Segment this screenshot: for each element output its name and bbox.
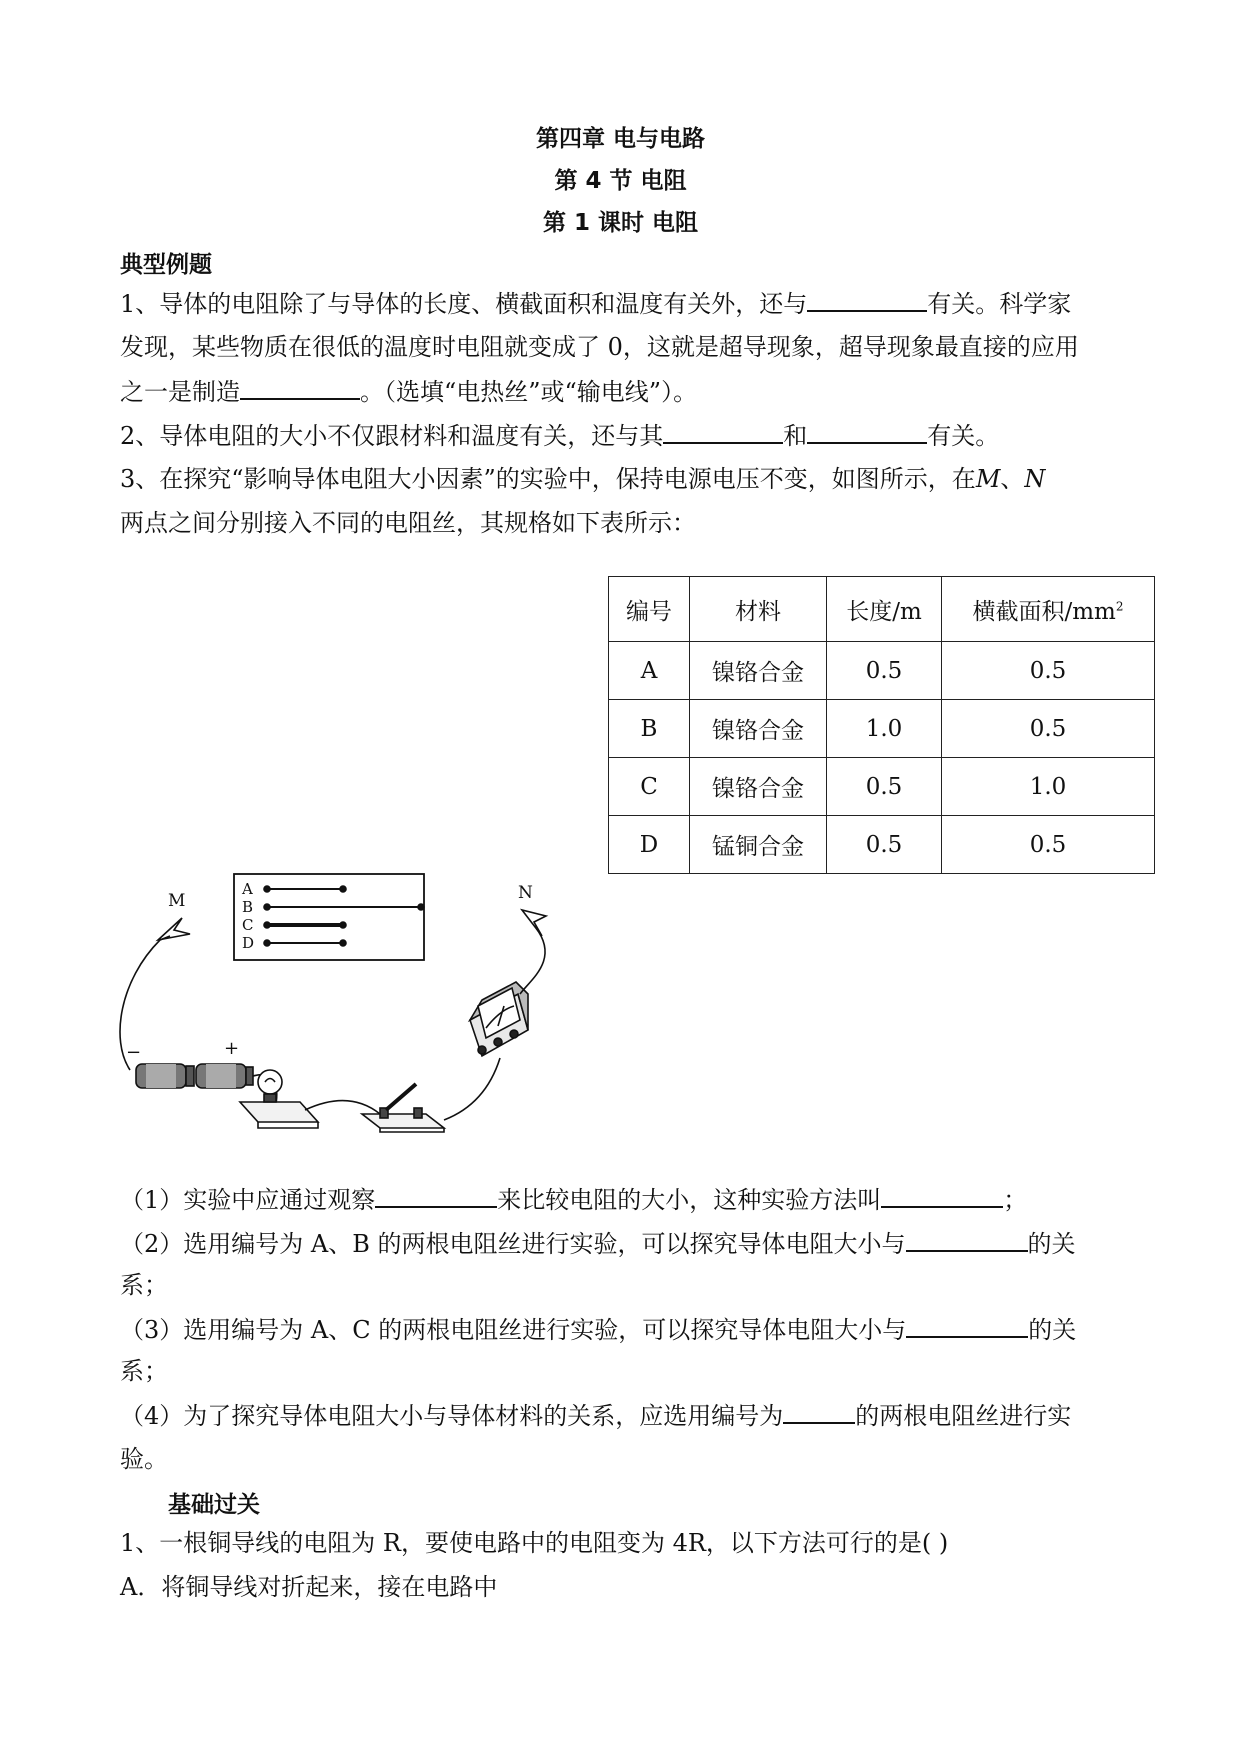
chapter-title: 第四章 电与电路 bbox=[535, 126, 705, 152]
table-row bbox=[609, 642, 1155, 700]
table-header-row bbox=[609, 577, 1155, 642]
clip-n-label: N bbox=[518, 883, 533, 903]
basics-q1-option-a: A．将铜导线对折起来，接在电路中 bbox=[120, 1573, 498, 1601]
wire-label: A bbox=[242, 880, 253, 898]
q2-text: 2、导体电阻的大小不仅跟材料和温度有关，还与其 bbox=[120, 422, 664, 450]
sub3-line1 bbox=[120, 1312, 1076, 1347]
table-row bbox=[609, 700, 1155, 758]
q1-text: 之一是制造 bbox=[120, 378, 240, 406]
sub3-text: 的关 bbox=[1028, 1316, 1077, 1344]
cell-area: 0.5 bbox=[942, 700, 1155, 758]
q2-blank-2[interactable] bbox=[807, 418, 927, 444]
sub1-line bbox=[120, 1182, 1027, 1217]
header-length: 长度/m bbox=[827, 577, 942, 642]
sub4-line2: 验。 bbox=[120, 1445, 168, 1473]
examples-heading: 典型例题 bbox=[120, 252, 212, 278]
q2-line bbox=[120, 418, 999, 453]
table-row bbox=[609, 816, 1155, 874]
sub2-text: 的关 bbox=[1027, 1230, 1076, 1258]
header-area bbox=[942, 577, 1155, 642]
resistor-spec-table bbox=[608, 576, 1155, 874]
sub2-text: （2）选用编号为 A、B 的两根电阻丝进行实验，可以探究导体电阻大小与 bbox=[120, 1230, 906, 1258]
resistor-board bbox=[234, 874, 424, 960]
cell-area: 0.5 bbox=[942, 816, 1155, 874]
basics-q1: 1、一根铜导线的电阻为 R，要使电路中的电阻变为 4R，以下方法可行的是( ) bbox=[120, 1529, 949, 1557]
cell-material: 镍铬合金 bbox=[690, 758, 827, 816]
battery-plus-label: + bbox=[224, 1038, 240, 1059]
q3-text: 、 bbox=[1000, 465, 1025, 493]
q1-line3 bbox=[120, 374, 697, 409]
sub1-blank-1[interactable] bbox=[375, 1182, 497, 1208]
sub1-text: 来比较电阻的大小，这种实验方法叫 bbox=[497, 1186, 882, 1214]
cell-id: B bbox=[609, 700, 690, 758]
sub2-line2: 系； bbox=[120, 1271, 168, 1299]
sub1-blank-2[interactable] bbox=[881, 1182, 1003, 1208]
q2-text: 和 bbox=[783, 422, 808, 450]
alligator-clip-n-icon bbox=[522, 910, 546, 936]
cell-length: 0.5 bbox=[827, 642, 942, 700]
sub4-text: （4）为了探究导体电阻大小与导体材料的关系，应选用编号为 bbox=[120, 1402, 784, 1430]
cell-area: 1.0 bbox=[942, 758, 1155, 816]
sub4-text: 的两根电阻丝进行实 bbox=[855, 1402, 1072, 1430]
basics-heading: 基础过关 bbox=[168, 1492, 260, 1518]
point-m-label: M bbox=[975, 465, 1001, 493]
q1-text: 有关。科学家 bbox=[927, 290, 1072, 318]
sub3-text: （3）选用编号为 A、C 的两根电阻丝进行实验，可以探究导体电阻大小与 bbox=[120, 1316, 907, 1344]
alligator-clip-m-icon bbox=[158, 918, 190, 940]
knife-switch-icon bbox=[362, 1084, 444, 1132]
point-n-label: N bbox=[1024, 465, 1046, 493]
q3-line1 bbox=[120, 462, 1045, 496]
header-material: 材料 bbox=[690, 577, 827, 642]
battery-icon bbox=[126, 1038, 253, 1088]
sub2-blank[interactable] bbox=[906, 1226, 1028, 1252]
cell-length: 1.0 bbox=[827, 700, 942, 758]
header-area-sup: 2 bbox=[1115, 598, 1124, 613]
sub2-line1 bbox=[120, 1226, 1076, 1261]
cell-id: A bbox=[609, 642, 690, 700]
wire-switch-meter bbox=[444, 1058, 500, 1120]
cell-length: 0.5 bbox=[827, 758, 942, 816]
q1-line2: 发现，某些物质在很低的温度时电阻就变成了 0，这就是超导现象，超导现象最直接的应用 bbox=[120, 333, 1079, 361]
q3-line2: 两点之间分别接入不同的电阻丝，其规格如下表所示： bbox=[120, 509, 696, 537]
q1-text: 。（选填“电热丝”或“输电线”）。 bbox=[360, 378, 698, 406]
cell-material: 镍铬合金 bbox=[690, 700, 827, 758]
header-area-text: 横截面积/mm bbox=[972, 598, 1116, 625]
ammeter-icon bbox=[470, 982, 528, 1056]
cell-length: 0.5 bbox=[827, 816, 942, 874]
q1-blank-2[interactable] bbox=[240, 374, 360, 400]
battery-minus-label: − bbox=[126, 1042, 142, 1063]
q2-text: 有关。 bbox=[927, 422, 1000, 450]
sub3-line2: 系； bbox=[120, 1357, 168, 1385]
cell-material: 镍铬合金 bbox=[690, 642, 827, 700]
q1-blank-1[interactable] bbox=[807, 286, 927, 312]
wire-bulb-switch bbox=[305, 1101, 380, 1114]
lesson-title: 第 1 课时 电阻 bbox=[542, 210, 699, 236]
cell-area: 0.5 bbox=[942, 642, 1155, 700]
wire-n bbox=[520, 928, 545, 994]
wire-label: B bbox=[242, 898, 254, 916]
q3-text: 3、在探究“影响导体电阻大小因素”的实验中，保持电源电压不变，如图所示，在 bbox=[120, 465, 976, 493]
wire-label: D bbox=[242, 934, 255, 952]
section-title: 第 4 节 电阻 bbox=[554, 168, 687, 194]
q1-text: 1、导体的电阻除了与导体的长度、横截面积和温度有关外，还与 bbox=[120, 290, 808, 318]
circuit-diagram bbox=[110, 870, 630, 1150]
wire-label: C bbox=[242, 916, 254, 934]
cell-material: 锰铜合金 bbox=[690, 816, 827, 874]
cell-id: C bbox=[609, 758, 690, 816]
clip-m-label: M bbox=[168, 891, 186, 911]
sub3-blank[interactable] bbox=[906, 1312, 1028, 1338]
cell-id: D bbox=[609, 816, 690, 874]
q1-line1 bbox=[120, 286, 1071, 321]
sub4-line1 bbox=[120, 1398, 1071, 1433]
sub4-blank[interactable] bbox=[783, 1398, 855, 1424]
table-row bbox=[609, 758, 1155, 816]
sub1-text: ； bbox=[1003, 1186, 1028, 1214]
sub1-text: （1）实验中应通过观察 bbox=[120, 1186, 376, 1214]
q2-blank-1[interactable] bbox=[663, 418, 783, 444]
header-id: 编号 bbox=[609, 577, 690, 642]
